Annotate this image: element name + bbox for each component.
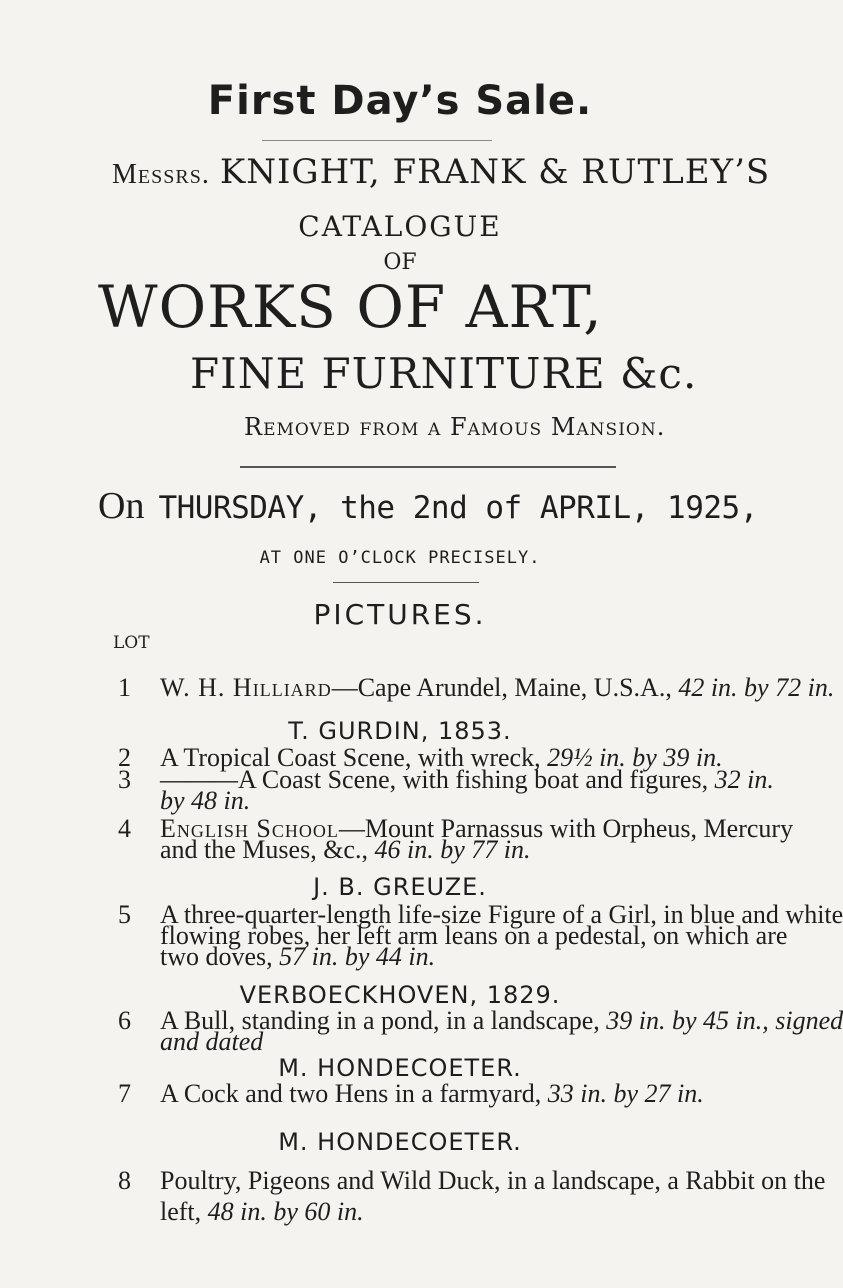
catalogue-heading: CATALOGUE (298, 210, 502, 243)
lot-number: 4 (118, 813, 131, 843)
fine-furniture-heading: FINE FURNITURE &c. (190, 349, 698, 398)
lot-number: 6 (118, 1006, 131, 1035)
auctioneers-line (112, 152, 770, 192)
messrs-label: Messrs. (112, 159, 210, 190)
artist-heading: T. GURDIN, 1853. (288, 717, 512, 746)
lot-text: A Tropical Coast Scene, with wreck, (160, 743, 541, 773)
lot-text: and the Muses, &c., (160, 835, 368, 865)
section-rule (240, 466, 616, 468)
lot-dimensions: 46 in. by 77 in. (374, 835, 531, 865)
sale-day-title: First Day’s Sale. (207, 78, 593, 124)
lot-column-header: LOT (113, 633, 150, 653)
lot-description: A three-quarter-length life-size Figure of a Girl, in blue and white (160, 899, 843, 929)
removed-from-line: Removed from a Famous Mansion. (244, 413, 666, 441)
sale-date-line (98, 484, 758, 528)
on-word: On (98, 485, 145, 527)
lot-description (160, 765, 774, 795)
sale-time: AT ONE O’CLOCK PRECISELY. (259, 548, 541, 568)
lot-dimensions-cont: and dated (160, 1027, 264, 1057)
lot-number: 3 (118, 765, 131, 795)
lot-number: 2 (118, 743, 131, 773)
of-word: OF (383, 250, 417, 275)
lot-text: left, (160, 1197, 208, 1226)
works-of-art-heading: WORKS OF ART, (98, 273, 603, 341)
lot-description-cont (160, 942, 435, 972)
lot-dimensions: 42 in. by 72 in. (678, 673, 835, 702)
sale-date: THURSDAY, the 2nd of APRIL, 1925, (158, 490, 758, 526)
ditto-dash: ——— (160, 765, 238, 795)
pictures-heading: PICTURES. (313, 598, 487, 631)
lot-number: 7 (118, 1078, 131, 1108)
lot-text: A Coast Scene, with fishing boat and figures, (238, 765, 709, 795)
title-rule (262, 140, 492, 141)
auctioneers-name: KNIGHT, FRANK & RUTLEY’S (219, 152, 771, 192)
lot-dimensions-cont: by 48 in. (160, 786, 251, 816)
lot-description: Poultry, Pigeons and Wild Duck, in a landscape, a Rabbit on the (160, 1166, 826, 1195)
lot-dimensions: 57 in. by 44 in. (279, 942, 436, 972)
artist-name: English School (160, 813, 339, 843)
lot-number: 1 (118, 673, 131, 702)
lot-dimensions: 29½ in. by 39 in. (547, 743, 723, 773)
lot-number: 8 (118, 1166, 131, 1195)
lot-text: A Cock and two Hens in a farmyard, (160, 1078, 542, 1108)
lot-dimensions: 39 in. by 45 in., signed (606, 1006, 843, 1035)
artist-heading: M. HONDECOETER. (278, 1054, 522, 1082)
artist-heading: J. B. GREUZE. (313, 872, 487, 901)
lot-number: 5 (118, 899, 131, 929)
lot-text: A Bull, standing in a pond, in a landscape, (160, 1006, 600, 1035)
lot-text: —Cape Arundel, Maine, U.S.A., (331, 673, 672, 702)
artist-heading: VERBOECKHOVEN, 1829. (239, 981, 561, 1010)
lot-description-cont: flowing robes, her left arm leans on a pedestal, on which are (160, 920, 788, 950)
lot-description (160, 1079, 704, 1109)
short-rule (333, 582, 479, 583)
artist-name: W. H. Hilliard (160, 673, 332, 702)
lot-description-cont (160, 1197, 364, 1227)
lot-description (160, 673, 834, 703)
lot-text: two doves, (160, 942, 273, 972)
lot-text: —Mount Parnassus with Orpheus, Mercury (338, 813, 794, 843)
lot-dimensions: 32 in. (714, 765, 774, 795)
lot-dimensions: 48 in. by 60 in. (207, 1197, 364, 1226)
lot-description-cont (160, 835, 530, 865)
artist-heading: M. HONDECOETER. (278, 1128, 522, 1156)
lot-dimensions: 33 in. by 27 in. (547, 1078, 704, 1108)
